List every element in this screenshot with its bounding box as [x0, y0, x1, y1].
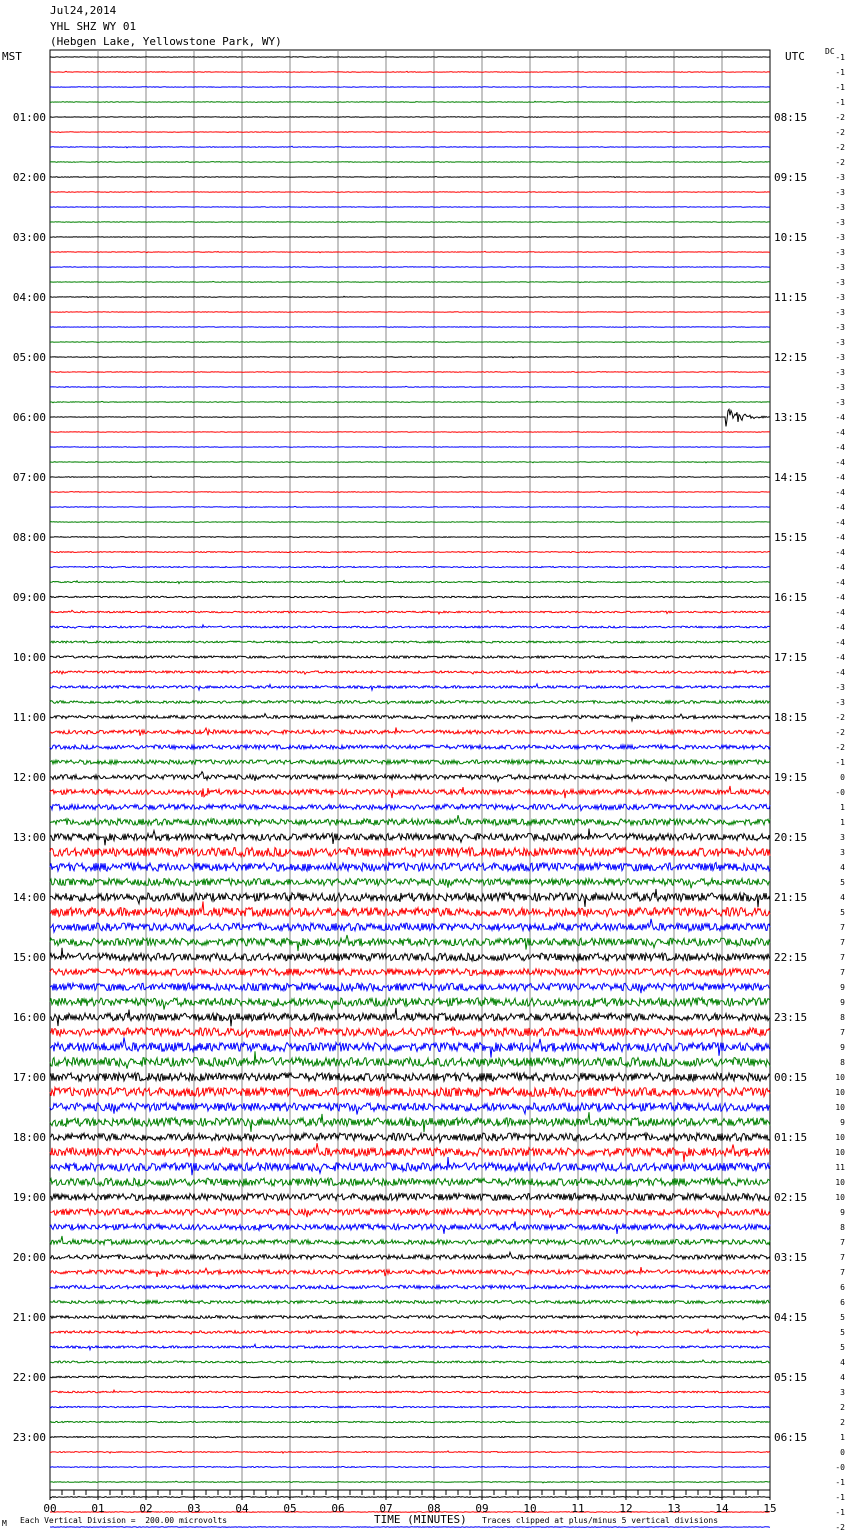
- mst-hour-labels: [13, 111, 46, 1444]
- dc-offset-label: -4: [835, 623, 845, 632]
- seismic-trace: [50, 1390, 770, 1393]
- dc-offset-label: -2: [835, 728, 845, 737]
- seismic-trace: [50, 1406, 770, 1407]
- chart-date: Jul24,2014: [50, 4, 117, 17]
- mst-hour-label: 04:00: [12, 291, 46, 304]
- seismic-trace: [50, 1051, 770, 1068]
- seismic-trace: [50, 641, 770, 643]
- seismic-trace: [50, 1157, 770, 1175]
- dc-offset-label: -4: [835, 653, 845, 662]
- dc-offset-label: -3: [835, 293, 845, 302]
- seismic-trace: [50, 342, 770, 343]
- dc-offset-label: -3: [835, 698, 845, 707]
- x-tick-label: 11: [571, 1502, 585, 1515]
- mst-hour-label: 03:00: [12, 231, 46, 244]
- dc-offset-label: 3: [840, 848, 845, 857]
- corner-mark: M: [2, 1519, 7, 1528]
- seismic-trace: [50, 222, 770, 223]
- mst-hour-label: 16:00: [12, 1011, 46, 1024]
- dc-offset-label: 3: [840, 1388, 845, 1397]
- dc-offset-label: 2: [840, 1403, 845, 1412]
- seismic-trace: [50, 1330, 770, 1336]
- dc-offset-label: 7: [840, 953, 845, 962]
- seismic-trace: [50, 863, 770, 872]
- mst-hour-label: 14:00: [12, 891, 46, 904]
- dc-offset-label: -2: [835, 113, 845, 122]
- dc-offset-label: -2: [835, 158, 845, 167]
- dc-offset-label: 5: [840, 908, 845, 917]
- utc-hour-label: 16:15: [774, 591, 808, 604]
- dc-offset-label: -3: [835, 263, 845, 272]
- x-axis-title: TIME (MINUTES): [374, 1513, 467, 1526]
- seismic-trace: [50, 1087, 770, 1096]
- dc-offset-label: 5: [840, 1343, 845, 1352]
- dc-offset-label: 10: [835, 1103, 845, 1112]
- dc-offset-label: 7: [840, 1028, 845, 1037]
- seismic-trace: [50, 296, 770, 297]
- seismic-trace: [50, 1496, 770, 1498]
- seismic-trace: [50, 1028, 770, 1038]
- seismic-trace: [50, 401, 770, 403]
- dc-offset-label: -2: [835, 1523, 845, 1532]
- dc-offset-label: 1: [840, 803, 845, 812]
- dc-offset-label: 0: [840, 773, 845, 782]
- dc-offset-label: 7: [840, 1253, 845, 1262]
- dc-offset-label: -3: [835, 383, 845, 392]
- dc-offset-label: -3: [835, 353, 845, 362]
- dc-offset-label: -3: [835, 398, 845, 407]
- dc-offset-label: 7: [840, 1268, 845, 1277]
- dc-offset-label: -1: [835, 758, 845, 767]
- utc-hour-label: 21:15: [774, 891, 808, 904]
- seismic-trace: [50, 87, 770, 88]
- seismic-trace: [50, 935, 770, 951]
- utc-hour-label: 22:15: [774, 951, 808, 964]
- seismic-trace: [50, 1527, 770, 1528]
- dc-offset-label: 2: [840, 1418, 845, 1427]
- dc-offset-label: 11: [835, 1163, 845, 1172]
- seismic-trace: [50, 251, 770, 252]
- dc-offset-label: -3: [835, 248, 845, 257]
- dc-header-label: DC: [825, 47, 835, 56]
- mst-hour-label: 22:00: [12, 1371, 46, 1384]
- utc-hour-label: 03:15: [774, 1251, 808, 1264]
- dc-offset-label: -1: [835, 1478, 845, 1487]
- seismic-trace: [50, 1360, 770, 1363]
- seismic-trace: [50, 491, 770, 492]
- x-tick-label: 14: [715, 1502, 729, 1515]
- mst-hour-label: 02:00: [12, 171, 46, 184]
- dc-offset-label: 4: [840, 893, 845, 902]
- x-tick-label: 00: [43, 1502, 57, 1515]
- dc-offset-label: 6: [840, 1298, 845, 1307]
- seismic-trace: [50, 1267, 770, 1277]
- x-tick-label: 07: [379, 1502, 393, 1515]
- seismic-trace: [50, 684, 770, 690]
- dc-offset-label: 5: [840, 1313, 845, 1322]
- dc-offset-label: -1: [835, 1508, 845, 1517]
- seismic-trace: [50, 1133, 770, 1142]
- dc-offset-label: -1: [835, 83, 845, 92]
- seismic-trace: [50, 409, 770, 426]
- seismic-trace: [50, 551, 770, 552]
- left-timezone-label: MST: [2, 50, 22, 63]
- dc-offset-label: -3: [835, 188, 845, 197]
- seismic-trace: [50, 671, 770, 674]
- seismic-trace: [50, 1236, 770, 1245]
- seismic-trace: [50, 281, 770, 282]
- x-tick-label: 08: [427, 1502, 441, 1515]
- seismic-trace: [50, 506, 770, 508]
- dc-offset-label: -4: [835, 518, 845, 527]
- mst-hour-label: 13:00: [12, 831, 46, 844]
- dc-offset-label: -1: [835, 53, 845, 62]
- seismic-trace: [50, 1178, 770, 1186]
- dc-offset-label: 8: [840, 1058, 845, 1067]
- dc-offset-label: -4: [835, 413, 845, 422]
- seismic-trace: [50, 1112, 770, 1132]
- utc-hour-label: 17:15: [774, 651, 808, 664]
- seismic-trace: [50, 610, 770, 614]
- mst-hour-label: 21:00: [12, 1311, 46, 1324]
- mst-hour-label: 15:00: [12, 951, 46, 964]
- dc-offset-label: 3: [840, 833, 845, 842]
- utc-hour-label: 12:15: [774, 351, 808, 364]
- seismic-trace: [50, 760, 770, 765]
- dc-offset-label: -0: [835, 1463, 845, 1472]
- utc-hour-label: 15:15: [774, 531, 808, 544]
- utc-hour-label: 06:15: [774, 1431, 808, 1444]
- seismic-trace: [50, 1037, 770, 1057]
- dc-offset-label: 7: [840, 968, 845, 977]
- seismic-trace: [50, 804, 770, 810]
- dc-offset-label: -4: [835, 563, 845, 572]
- dc-offset-label: 9: [840, 1118, 845, 1127]
- seismic-trace: [50, 1436, 770, 1438]
- seismic-trace: [50, 386, 770, 387]
- seismic-trace: [50, 176, 770, 177]
- dc-offset-label: 7: [840, 923, 845, 932]
- seismic-trace: [50, 146, 770, 148]
- dc-offset-label: 10: [835, 1088, 845, 1097]
- mst-hour-label: 05:00: [12, 351, 46, 364]
- seismic-trace: [50, 101, 770, 102]
- seismic-trace: [50, 998, 770, 1010]
- dc-offset-label: 8: [840, 1013, 845, 1022]
- dc-offset-label: -3: [835, 173, 845, 182]
- seismic-trace: [50, 848, 770, 857]
- dc-offset-label: -4: [835, 668, 845, 677]
- seismic-trace: [50, 1481, 770, 1483]
- dc-offset-label: 0: [840, 1448, 845, 1457]
- dc-offset-label: 10: [835, 1073, 845, 1082]
- dc-offset-label: 4: [840, 863, 845, 872]
- dc-offset-label: -4: [835, 488, 845, 497]
- seismic-trace: [50, 1143, 770, 1162]
- utc-hour-label: 13:15: [774, 411, 808, 424]
- dc-offset-label: -4: [835, 458, 845, 467]
- seismic-trace: [50, 714, 770, 721]
- dc-offset-label: -3: [835, 323, 845, 332]
- seismic-trace: [50, 772, 770, 782]
- seismic-trace: [50, 786, 770, 798]
- dc-offset-label: -4: [835, 578, 845, 587]
- dc-offset-label: 10: [835, 1193, 845, 1202]
- seismic-trace: [50, 727, 770, 735]
- seismic-traces: [50, 57, 770, 1534]
- utc-hour-label: 20:15: [774, 831, 808, 844]
- seismic-trace: [50, 267, 770, 268]
- seismic-trace: [50, 901, 770, 916]
- utc-hour-label: 04:15: [774, 1311, 808, 1324]
- seismic-trace: [50, 1421, 770, 1423]
- seismic-trace: [50, 1285, 770, 1289]
- mst-hour-label: 09:00: [12, 591, 46, 604]
- seismic-trace: [50, 312, 770, 313]
- dc-offset-label: -3: [835, 278, 845, 287]
- x-tick-label: 10: [523, 1502, 537, 1515]
- seismic-trace: [50, 1467, 770, 1468]
- seismic-trace: [50, 968, 770, 975]
- seismic-trace: [50, 1316, 770, 1320]
- dc-offset-label: 5: [840, 1328, 845, 1337]
- dc-offset-labels: [835, 53, 845, 1534]
- seismic-trace: [50, 1221, 770, 1234]
- mst-hour-label: 20:00: [12, 1251, 46, 1264]
- seismic-trace: [50, 1008, 770, 1026]
- utc-hour-label: 10:15: [774, 231, 808, 244]
- dc-offset-label: -1: [835, 98, 845, 107]
- dc-offset-label: -3: [835, 218, 845, 227]
- dc-offset-label: 7: [840, 1238, 845, 1247]
- dc-offset-label: -2: [835, 743, 845, 752]
- mst-hour-label: 11:00: [12, 711, 46, 724]
- dc-offset-label: -1: [835, 1493, 845, 1502]
- x-tick-label: 04: [235, 1502, 249, 1515]
- seismic-trace: [50, 476, 770, 477]
- seismic-trace: [50, 432, 770, 433]
- utc-hour-label: 01:15: [774, 1131, 808, 1144]
- seismic-trace: [50, 131, 770, 132]
- seismic-trace: [50, 1209, 770, 1218]
- dc-offset-label: 9: [840, 1043, 845, 1052]
- seismic-trace: [50, 461, 770, 462]
- dc-offset-label: 10: [835, 1133, 845, 1142]
- x-tick-label: 06: [331, 1502, 345, 1515]
- dc-offset-label: 7: [840, 938, 845, 947]
- mst-hour-label: 12:00: [12, 771, 46, 784]
- utc-hour-label: 18:15: [774, 711, 808, 724]
- dc-offset-label: -3: [835, 203, 845, 212]
- x-tick-label: 03: [187, 1502, 201, 1515]
- dc-offset-label: -3: [835, 338, 845, 347]
- x-tick-label: 01: [91, 1502, 105, 1515]
- utc-hour-label: 08:15: [774, 111, 808, 124]
- dc-offset-label: -0: [835, 788, 845, 797]
- seismic-trace: [50, 983, 770, 993]
- utc-hour-label: 11:15: [774, 291, 808, 304]
- utc-hour-label: 02:15: [774, 1191, 808, 1204]
- mst-hour-label: 18:00: [12, 1131, 46, 1144]
- x-axis: [43, 1490, 776, 1515]
- mst-hour-label: 23:00: [12, 1431, 46, 1444]
- dc-offset-label: -4: [835, 548, 845, 557]
- seismic-trace: [50, 327, 770, 328]
- x-tick-label: 15: [763, 1502, 777, 1515]
- seismic-trace: [50, 117, 770, 118]
- dc-offset-label: 8: [840, 1223, 845, 1232]
- seismic-trace: [50, 701, 770, 704]
- utc-hour-labels: [774, 111, 807, 1444]
- dc-offset-label: -3: [835, 683, 845, 692]
- mst-hour-label: 07:00: [12, 471, 46, 484]
- dc-offset-label: -2: [835, 143, 845, 152]
- seismic-trace: [50, 879, 770, 889]
- dc-offset-label: -2: [835, 128, 845, 137]
- x-tick-label: 05: [283, 1502, 297, 1515]
- dc-offset-label: -3: [835, 368, 845, 377]
- dc-offset-label: -4: [835, 428, 845, 437]
- x-tick-label: 12: [619, 1502, 633, 1515]
- x-tick-label: 09: [475, 1502, 489, 1515]
- seismic-trace: [50, 1103, 770, 1115]
- scale-note: Each Vertical Division = 200.00 microvolts: [20, 1516, 228, 1525]
- seismic-trace: [50, 656, 770, 658]
- clip-note: Traces clipped at plus/minus 5 vertical divisions: [482, 1516, 719, 1525]
- utc-hour-label: 05:15: [774, 1371, 808, 1384]
- seismic-trace: [50, 161, 770, 162]
- dc-offset-label: 4: [840, 1358, 845, 1367]
- dc-offset-label: -3: [835, 308, 845, 317]
- seismic-trace: [50, 1252, 770, 1259]
- seismic-trace: [50, 1375, 770, 1379]
- seismic-trace: [50, 57, 770, 58]
- mst-hour-label: 01:00: [12, 111, 46, 124]
- mst-hour-label: 10:00: [12, 651, 46, 664]
- utc-hour-label: 00:15: [774, 1071, 808, 1084]
- seismic-trace: [50, 1300, 770, 1303]
- dc-offset-label: -4: [835, 593, 845, 602]
- seismic-trace: [50, 1193, 770, 1200]
- dc-offset-label: -4: [835, 638, 845, 647]
- seismic-trace: [50, 356, 770, 358]
- dc-offset-label: 1: [840, 818, 845, 827]
- dc-offset-label: -3: [835, 233, 845, 242]
- seismic-trace: [50, 372, 770, 373]
- seismic-trace: [50, 1451, 770, 1453]
- dc-offset-label: 10: [835, 1148, 845, 1157]
- dc-offset-label: -1: [835, 68, 845, 77]
- station-location: (Hebgen Lake, Yellowstone Park, WY): [50, 35, 282, 48]
- dc-offset-label: -4: [835, 443, 845, 452]
- dc-offset-label: -4: [835, 533, 845, 542]
- dc-offset-label: 10: [835, 1178, 845, 1187]
- mst-hour-label: 08:00: [12, 531, 46, 544]
- dc-offset-label: 9: [840, 998, 845, 1007]
- mst-hour-label: 17:00: [12, 1071, 46, 1084]
- x-tick-label: 13: [667, 1502, 681, 1515]
- dc-offset-label: 5: [840, 878, 845, 887]
- seismic-trace: [50, 1344, 770, 1349]
- utc-hour-label: 23:15: [774, 1011, 808, 1024]
- x-tick-label: 02: [139, 1502, 153, 1515]
- mst-hour-label: 06:00: [12, 411, 46, 424]
- dc-offset-label: 4: [840, 1373, 845, 1382]
- dc-offset-label: 9: [840, 1208, 845, 1217]
- utc-hour-label: 14:15: [774, 471, 808, 484]
- seismic-trace: [50, 537, 770, 538]
- seismic-trace: [50, 829, 770, 846]
- seismic-trace: [50, 447, 770, 448]
- seismic-trace: [50, 207, 770, 208]
- dc-offset-label: 6: [840, 1283, 845, 1292]
- dc-offset-label: 1: [840, 1433, 845, 1442]
- dc-offset-label: -4: [835, 503, 845, 512]
- seismic-trace: [50, 191, 770, 192]
- station-code: YHL SHZ WY 01: [50, 20, 137, 33]
- dc-offset-label: -4: [835, 473, 845, 482]
- seismic-trace: [50, 948, 770, 961]
- seismic-trace: [50, 566, 770, 568]
- seismic-trace: [50, 237, 770, 238]
- utc-hour-label: 19:15: [774, 771, 808, 784]
- utc-hour-label: 09:15: [774, 171, 808, 184]
- seismic-trace: [50, 919, 770, 932]
- dc-offset-label: -4: [835, 608, 845, 617]
- dc-offset-label: -2: [835, 713, 845, 722]
- seismic-trace: [50, 522, 770, 523]
- dc-offset-label: 9: [840, 983, 845, 992]
- seismic-trace: [50, 889, 770, 907]
- seismic-trace: [50, 745, 770, 749]
- mst-hour-label: 19:00: [12, 1191, 46, 1204]
- right-timezone-label: UTC: [785, 50, 805, 63]
- seismic-trace: [50, 1073, 770, 1081]
- seismic-trace: [50, 580, 770, 583]
- seismic-trace: [50, 71, 770, 72]
- seismic-trace: [50, 596, 770, 598]
- seismic-trace: [50, 625, 770, 628]
- seismic-trace: [50, 815, 770, 825]
